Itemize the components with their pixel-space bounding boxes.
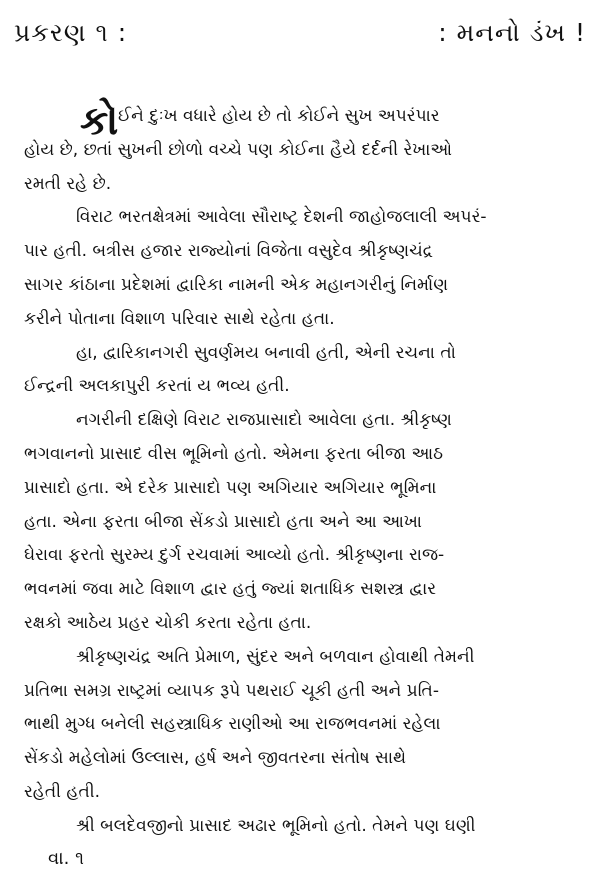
text-line: ઈન્દ્રની અલકાપુરી કરતાં ય ભવ્ય હતી. <box>24 376 290 397</box>
chapter-title: : મનનો ડંખ ! <box>438 18 586 47</box>
text-line: રક્ષકો આઠેય પ્રહર ચોકી કરતા રહેતા હતા. <box>24 612 312 633</box>
text-line: વિરાટ ભરતક્ષેત્રમાં આવેલા સૌરાષ્ટ્ર દેશની જાહોજલાલી અપરં- <box>76 207 487 228</box>
text-line: શ્રી બલદેવજીનો પ્રાસાદ અઢાર ભૂમિનો હતો. તેમને પણ ઘણી <box>76 815 476 836</box>
text-line: કરીને પોતાના વિશાળ પરિવાર સાથે રહેતા હતા. <box>24 308 335 329</box>
text-line: રહેતી હતી. <box>24 781 101 802</box>
text-line: હતા. એના ફરતા બીજા સેંકડો પ્રાસાદો હતા અને આ આખા <box>24 511 422 532</box>
text-line: ઈને દુઃખ વધારે હોય છે તો કોઈને સુખ અપરંપાર <box>118 106 440 126</box>
text-line: હોય છે, છતાં સુખની છોળો વચ્ચે પણ કોઈના હૈયે દર્દની રેખાઓ <box>24 139 453 160</box>
drop-cap: કો <box>80 98 119 144</box>
chapter-number: પ્રકરણ ૧ : <box>14 18 128 47</box>
text-line: હા, દ્વારિકાનગરી સુવર્ણમય બનાવી હતી, એની રચના તો <box>76 342 456 363</box>
body-text <box>24 100 580 844</box>
text-line: પ્રતિભા સમગ્ર રાષ્ટ્રમાં વ્યાપક રૂપે પથરાઈ ચૂકી હતી અને પ્રતિ- <box>24 680 439 701</box>
text-line: ભગવાનનો પ્રાસાદ વીસ ભૂમિનો હતો. એમના ફરતા બીજા આઠ <box>24 443 443 464</box>
page-header <box>14 18 586 58</box>
text-line: સાગર કાંઠાના પ્રદેશમાં દ્વારિકા નામની એક મહાનગરીનું નિર્માણ <box>24 274 449 295</box>
text-line: શ્રીકૃષ્ણચંદ્ર અતિ પ્રેમાળ, સુંદર અને બળવાન હોવાથી તેમની <box>76 646 475 667</box>
text-line: ઘેરાવા ફરતો સુરમ્ય દુર્ગ રચવામાં આવ્યો હતો. શ્રીકૃષ્ણના રાજ- <box>24 545 445 566</box>
text-line: નગરીની દક્ષિણે વિરાટ રાજપ્રાસાદો આવેલા હતા. શ્રીકૃષ્ણ <box>76 410 452 431</box>
text-line: ભવનમાં જવા માટે વિશાળ દ્વાર હતું જ્યાં શતાધિક સશસ્ત્ર દ્વાર <box>24 579 437 600</box>
text-line: ભાથી મુગ્ધ બનેલી સહસ્ત્રાધિક રાણીઓ આ રાજભવનમાં રહેલા <box>24 714 441 735</box>
text-line: પ્રાસાદો હતા. એ દરેક પ્રાસાદો પણ અગિયાર અગિયાર ભૂમિના <box>24 477 437 498</box>
page-footer-signature: વા. ૧ <box>48 848 84 869</box>
text-line: રમતી રહે છે. <box>24 173 112 194</box>
text-line: પાર હતી. બત્રીસ હજાર રાજ્યોનાં વિજેતા વસુદેવ શ્રીકૃષ્ણચંદ્ર <box>24 241 433 262</box>
text-line: સેંકડો મહેલોમાં ઉલ્લાસ, હર્ષ અને જીવતરના સંતોષ સાથે <box>24 748 407 769</box>
